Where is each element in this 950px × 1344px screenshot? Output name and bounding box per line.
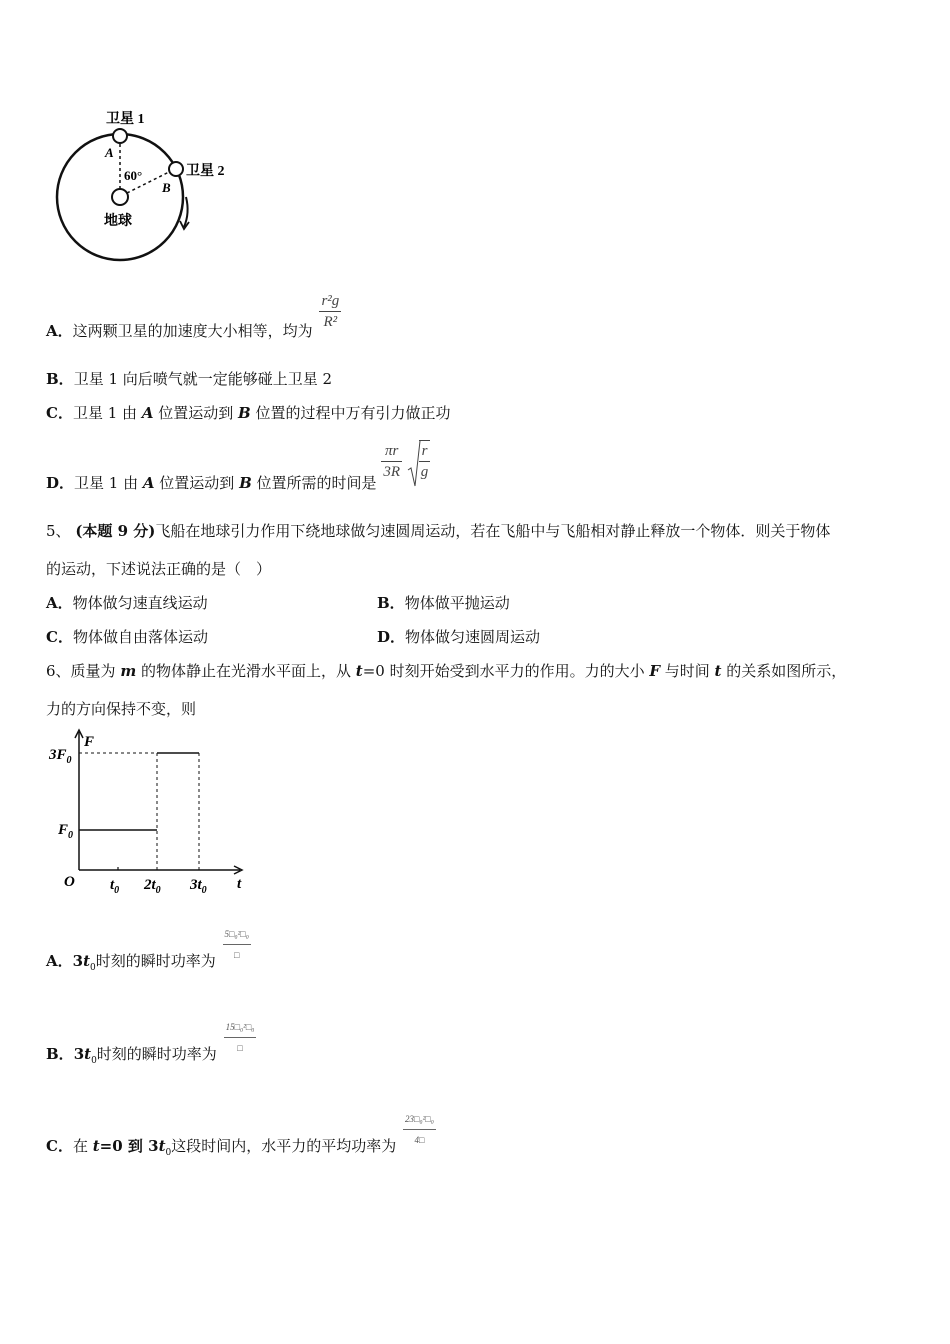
y-tick-f0: $F_0$ (58, 822, 74, 841)
q6-stem-line-1: 6、质量为 m 的物体静止在光滑水平面上，从 t=0 时刻开始受到水平力的作用。力的大小 F 与时间 t 的关系如图所示， (46, 662, 847, 680)
option-text: 物体做匀速直线运动 (72, 594, 208, 612)
option-text: 物体做平抛运动 (404, 594, 510, 612)
force-symbol: F (649, 662, 660, 680)
angle-label: 60° (124, 168, 143, 183)
option-text: 位置所需的时间是 (251, 474, 377, 492)
question-stem: 的运动，下述说法正确的是（ ） (46, 560, 272, 578)
x-tick-3t0: $3t_0$ (190, 877, 207, 896)
fraction-denominator: 4□ (414, 1135, 425, 1145)
question-number: 5、 (46, 522, 71, 540)
q6-option-b: B．$3t_0$时刻的瞬时功率为 $\frac{\text{15□₀²□₀}}{□}$ (46, 1017, 256, 1057)
q5-option-c (46, 627, 208, 647)
question-number: 6、 (46, 662, 71, 680)
time-fraction (381, 441, 402, 482)
option-label: C． (46, 628, 73, 646)
option-text: 这段时间内，水平力的平均功率为 (171, 1136, 397, 1155)
q4-option-a (46, 291, 341, 340)
option-text: 位置运动到 (153, 404, 238, 422)
average-power-fraction (403, 1109, 436, 1150)
option-text: 物体做匀速圆周运动 (405, 628, 541, 646)
time-symbol: t (714, 662, 722, 680)
origin-label: O (64, 874, 75, 890)
orbit-direction-arrow (184, 197, 188, 227)
force-time-graph (44, 728, 254, 898)
fraction-denominator: 3R (383, 463, 400, 480)
q6-stem-line-2 (46, 699, 196, 719)
earth-label: 地球 (104, 214, 132, 229)
option-text: 卫星 1 由 (72, 404, 142, 422)
point-b-label: B (162, 180, 171, 195)
q5-option-a (46, 593, 208, 613)
option-label: C． (46, 1136, 73, 1155)
question-stem: 力的方向保持不变，则 (46, 700, 197, 718)
option-text: 时刻的瞬时功率为 (95, 951, 216, 970)
q6-option-c: C．在 t=0 到 $3t_0$这段时间内，水平力的平均功率为 $\frac{\text{23□₀²□₀}}{4□}$ (46, 1109, 436, 1149)
option-label: B． (46, 1044, 74, 1063)
satellite-2-marker (169, 162, 183, 176)
fraction-denominator: □ (237, 1043, 243, 1053)
fraction-numerator: 15□₀²□₀ (224, 1017, 257, 1038)
point-b-ref: B (239, 474, 252, 492)
y-tick-3f0: $3F_0$ (49, 747, 72, 766)
option-text: 位置运动到 (154, 474, 240, 492)
power-fraction (224, 1017, 257, 1058)
satellite-1-marker (113, 129, 127, 143)
q5-option-b (377, 593, 510, 613)
q4-option-b (46, 369, 332, 389)
fraction-numerator: r²g (319, 291, 341, 312)
option-label: A． (46, 951, 73, 970)
satellite-2-label: 卫星 2 (186, 164, 225, 179)
root-numerator: r (419, 441, 431, 462)
point-a-ref: A (142, 474, 155, 492)
point-b-ref: B (238, 404, 251, 422)
q5-option-d (377, 627, 540, 647)
fraction-numerator: πr (381, 441, 402, 462)
q5-stem-line-1 (46, 521, 830, 541)
x-tick-t0: $t_0$ (110, 877, 120, 896)
q4-option-c (46, 403, 450, 423)
time-symbol: t (355, 662, 363, 680)
option-label: D． (46, 474, 75, 492)
option-label: A． (46, 594, 73, 612)
satellite-orbit-figure (50, 105, 250, 270)
root-denominator: g (420, 464, 429, 480)
option-label: B． (377, 594, 405, 612)
option-label: A． (46, 321, 73, 340)
mass-symbol: m (120, 662, 137, 680)
option-label: C． (46, 404, 73, 422)
fraction-denominator: R² (323, 314, 338, 330)
option-text: 时刻的瞬时功率为 (96, 1044, 217, 1063)
square-root (407, 440, 431, 482)
option-text: 这两颗卫星的加速度大小相等，均为 (72, 321, 313, 340)
point-a-ref: A (141, 404, 154, 422)
option-text: 卫星 1 由 (74, 474, 143, 492)
x-axis-label: t (237, 876, 242, 892)
point-a-label: A (105, 145, 114, 160)
option-text: 卫星 1 向后喷气就一定能够碰上卫星 2 (73, 370, 333, 388)
q6-option-a: A．$3t_0$时刻的瞬时功率为 $\frac{\text{5□₀²□₀}}{□}$ (46, 924, 251, 964)
option-label: D． (377, 628, 406, 646)
option-label: B． (46, 370, 74, 388)
satellite-1-label: 卫星 1 (106, 112, 145, 127)
q5-stem-line-2 (46, 559, 271, 579)
question-meta: (本题 9 分) (75, 522, 156, 540)
fraction-numerator: 5□₀²□₀ (223, 924, 251, 945)
earth-marker (112, 189, 128, 205)
question-stem: 飞船在地球引力作用下绕地球做匀速圆周运动，若在飞船中与飞船相对静止释放一个物体．则关于物体 (155, 522, 831, 540)
q4-option-d (46, 440, 430, 492)
fraction-numerator: 23□₀²□₀ (403, 1109, 436, 1130)
x-tick-2t0: $2t_0$ (144, 877, 161, 896)
fraction-denominator: □ (233, 950, 240, 960)
accel-fraction (319, 291, 341, 332)
radical-sign-icon (407, 440, 421, 488)
option-text: 物体做自由落体运动 (72, 628, 208, 646)
y-axis-label: F (84, 734, 95, 750)
option-text: 位置的过程中万有引力做正功 (250, 404, 451, 422)
power-fraction (223, 924, 251, 965)
